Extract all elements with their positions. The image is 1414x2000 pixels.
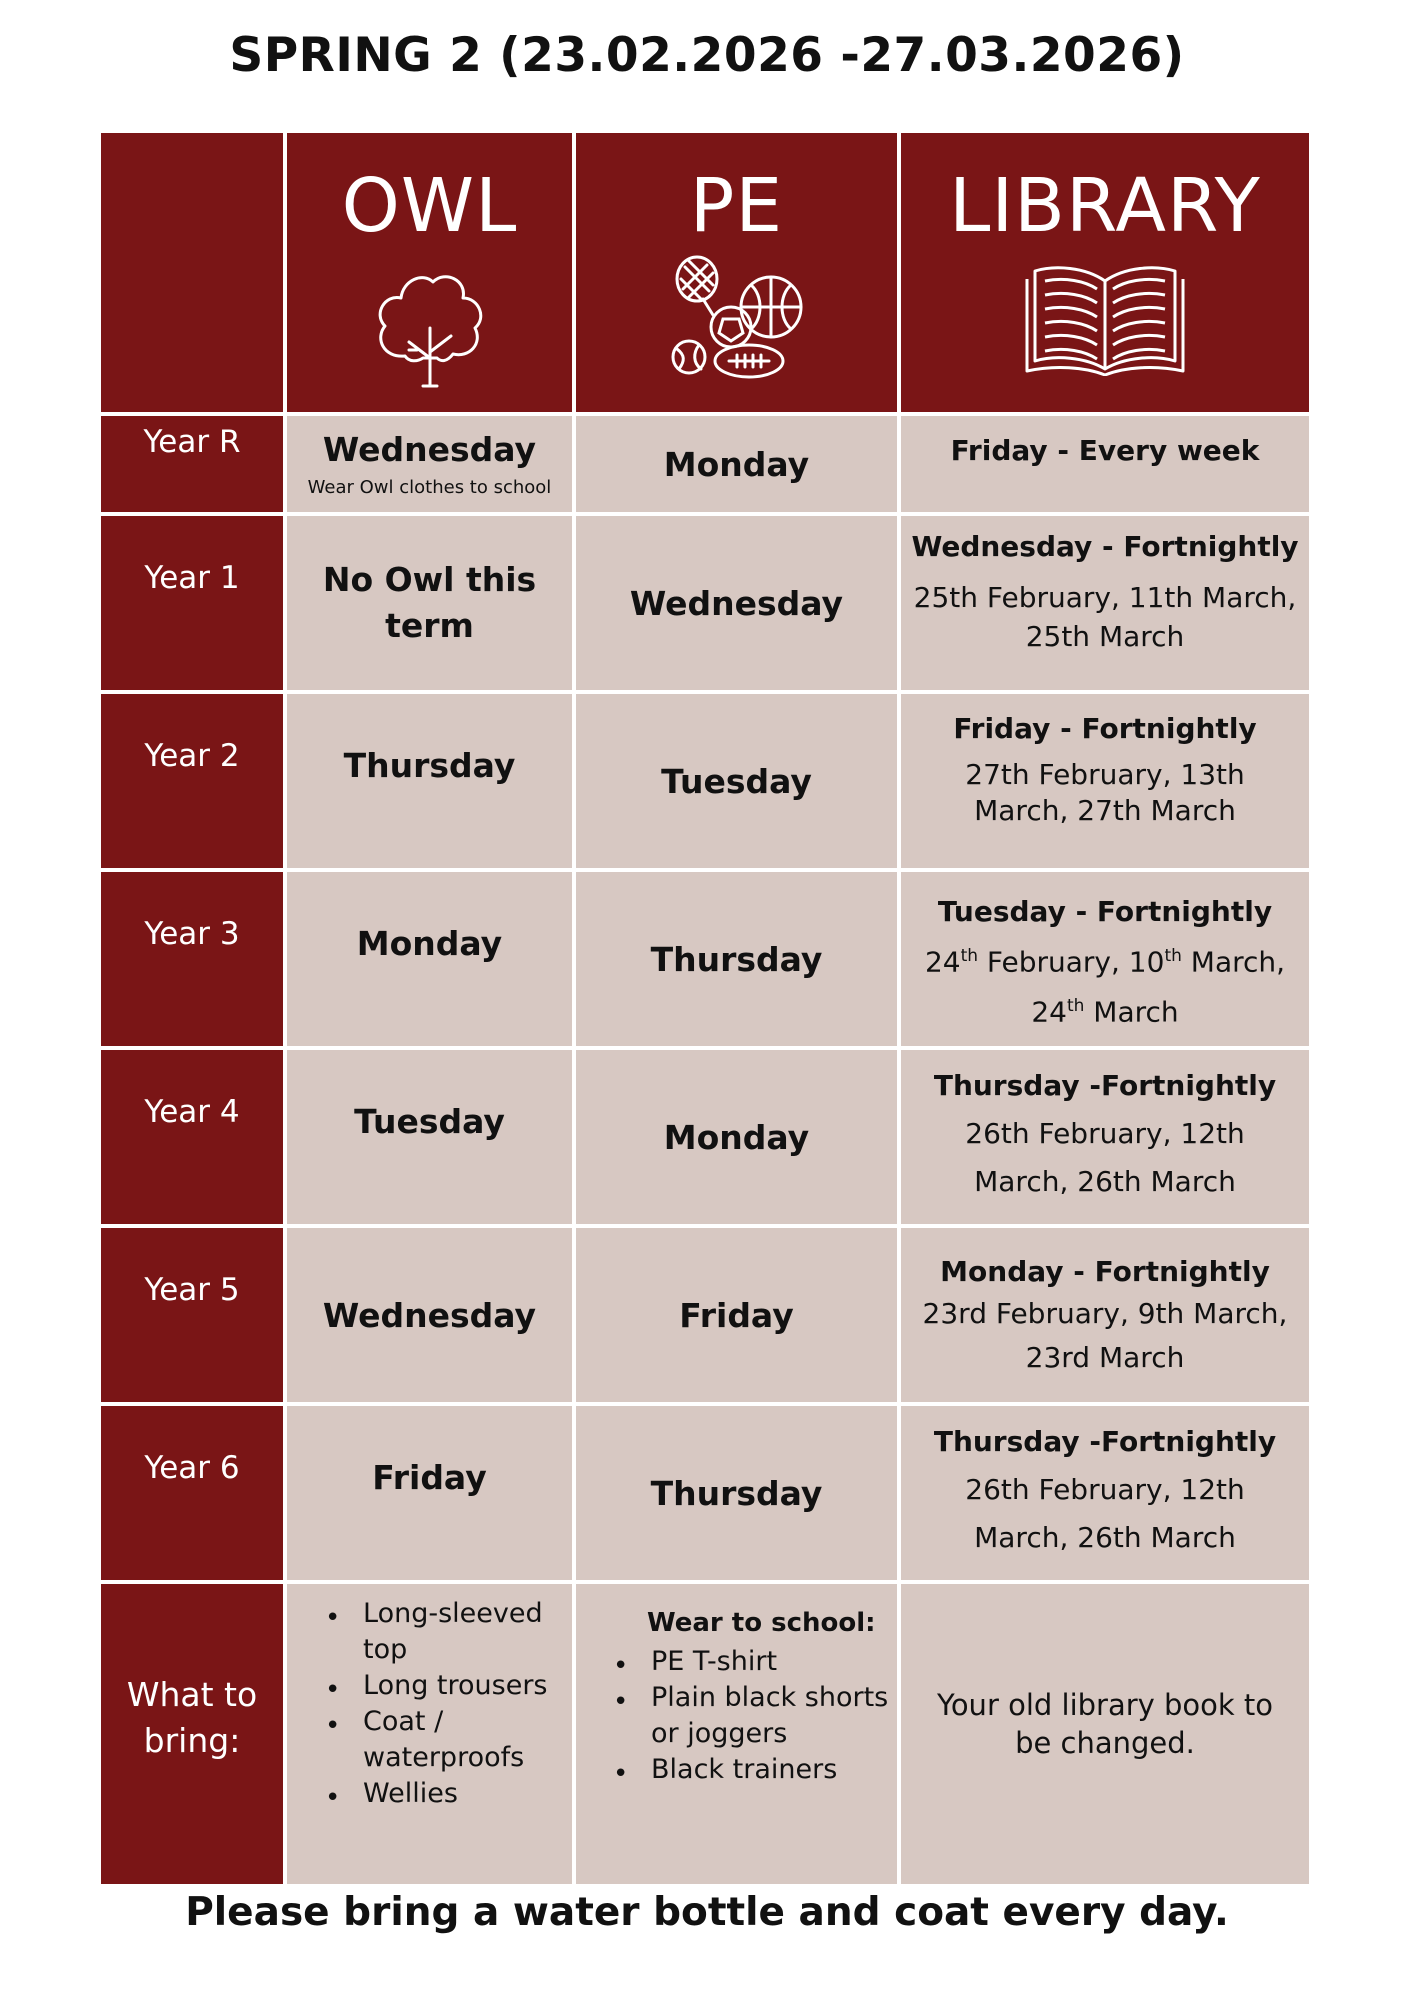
library-what-to-bring-cell [901,1584,1309,1884]
library-dates-line1: 27th February, 13th [965,758,1245,791]
header-corner [101,133,283,412]
library-dates-line2 [1031,984,1178,1034]
owl-note: Wear Owl clothes to school [307,477,552,498]
library-dates-line2: March, 27th March [974,794,1236,827]
owl-cell-year-3 [287,872,572,1046]
owl-day: Monday [356,924,503,963]
pe-cell-year-r [576,416,897,512]
pe-cell-year-3 [576,872,897,1046]
pe-day: Thursday [650,939,823,979]
list-item: • Coat / waterproofs [363,1704,563,1776]
what-to-bring-label-line1: What to [126,1675,258,1714]
tree-icon [287,258,572,388]
pe-cell-year-1 [576,516,897,690]
library-schedule: Wednesday - Fortnightly [911,530,1299,563]
date-text: March, [1181,945,1286,979]
list-item: • Black trainers [651,1752,891,1788]
ordinal-suffix: th [960,946,979,966]
library-schedule: Thursday -Fortnightly [933,1069,1277,1102]
list-item: • Long-sleeved top [363,1596,563,1668]
library-schedule: Thursday -Fortnightly [933,1425,1277,1458]
library-cell-year-r [901,416,1309,512]
owl-bring-list [363,1596,563,1812]
library-cell-year-6 [901,1406,1309,1580]
library-cell-year-1 [901,516,1309,690]
sports-balls-icon [576,253,897,383]
date-day: 24 [924,945,961,979]
pe-cell-year-2 [576,694,897,868]
header-pe-label: PE [689,163,784,249]
library-cell-year-2 [901,694,1309,868]
row-label-year-2 [101,694,283,868]
row-label-year-3 [101,872,283,1046]
library-schedule: Monday - Fortnightly [940,1255,1270,1288]
pe-cell-year-4 [576,1050,897,1224]
row-label-year-4 [101,1050,283,1224]
library-dates-line1: 25th February, 11th March, [913,581,1297,614]
list-item: • PE T-shirt [651,1644,891,1680]
year-label: Year 3 [144,916,240,952]
library-dates-line2: 25th March [1025,620,1185,653]
pe-cell-year-5 [576,1228,897,1402]
library-dates-line2: March, 26th March [974,1521,1236,1554]
owl-cell-year-1 [287,516,572,690]
library-dates-line1: 23rd February, 9th March, [922,1297,1288,1330]
what-to-bring-label [101,1672,283,1764]
owl-day-line1: No Owl this [322,560,537,599]
list-item: • Plain black shorts or joggers [651,1680,891,1752]
owl-cell-year-2 [287,694,572,868]
library-cell-year-5 [901,1228,1309,1402]
date-day: 24 [1031,995,1067,1029]
pe-day: Tuesday [661,761,812,801]
pe-bring-heading: Wear to school: [647,1608,876,1638]
year-label: Year 5 [144,1272,240,1308]
owl-cell-year-6 [287,1406,572,1580]
pe-cell-year-6 [576,1406,897,1580]
ordinal-suffix: th [1066,996,1085,1017]
library-dates-line1: 26th February, 12th [965,1117,1245,1150]
header-pe [576,133,897,412]
row-label-what-to-bring [101,1584,283,1884]
owl-cell-year-4 [287,1050,572,1224]
owl-day: Wednesday [322,1295,537,1335]
row-label-year-5 [101,1228,283,1402]
owl-cell-year-r [287,416,572,512]
year-label: Year R [143,424,241,460]
open-book-icon [901,261,1309,376]
header-library [901,133,1309,412]
library-schedule: Friday - Every week [950,434,1260,467]
header-owl-label: OWL [341,163,518,249]
pe-day: Monday [663,444,810,484]
date-text: February, 10 [978,945,1165,979]
year-label: Year 1 [144,560,240,596]
row-label-year-r [101,416,283,512]
page-title: SPRING 2 (23.02.2026 -27.03.2026) [229,28,1185,83]
pe-day: Thursday [650,1473,823,1513]
owl-what-to-bring-cell [287,1584,572,1884]
library-cell-year-4 [901,1050,1309,1224]
ordinal-suffix: th [1164,946,1182,966]
library-dates-line1: 26th February, 12th [965,1473,1245,1506]
header-library-label: LIBRARY [949,163,1261,249]
footer-note: Please bring a water bottle and coat every day. [185,1890,1229,1935]
owl-day: Tuesday [354,1102,505,1141]
header-owl [287,133,572,412]
pe-day: Friday [679,1295,794,1335]
row-label-year-1 [101,516,283,690]
library-schedule: Friday - Fortnightly [953,712,1257,745]
pe-bring-list [651,1644,891,1788]
pe-day: Monday [663,1117,810,1157]
library-dates-line2: 23rd March [1025,1341,1185,1374]
row-label-year-6 [101,1406,283,1580]
owl-day: Wednesday [322,430,537,469]
date-text: March [1084,995,1179,1029]
library-dates-line1 [925,934,1285,984]
library-bring-line2: be changed. [1015,1726,1195,1760]
library-dates-line2: March, 26th March [974,1165,1236,1198]
pe-what-to-bring-cell [576,1584,897,1884]
library-bring-line1: Your old library book to [936,1688,1274,1722]
owl-cell-year-5 [287,1228,572,1402]
owl-day: Friday [372,1458,487,1497]
pe-day: Wednesday [629,583,844,623]
year-label: Year 2 [144,738,240,774]
list-item: • Wellies [363,1776,563,1812]
owl-day-line2: term [385,606,474,645]
library-schedule: Tuesday - Fortnightly [937,895,1273,928]
year-label: Year 6 [144,1450,240,1486]
owl-day: Thursday [343,746,516,785]
year-label: Year 4 [144,1094,240,1130]
library-cell-year-3 [901,872,1309,1046]
list-item: • Long trousers [363,1668,563,1704]
what-to-bring-label-line2: bring: [143,1721,241,1760]
